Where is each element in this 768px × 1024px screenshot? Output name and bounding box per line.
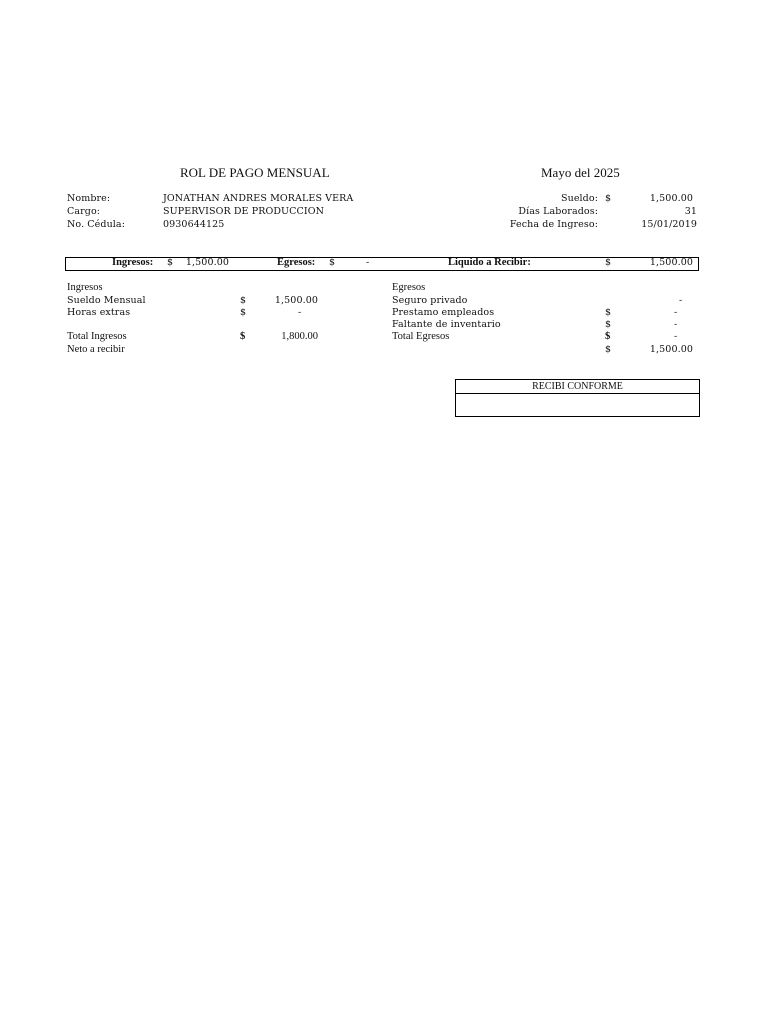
ingreso-label: Sueldo Mensual <box>67 295 146 306</box>
egreso-label: Seguro privado <box>392 295 468 306</box>
pay-period: Mayo del 2025 <box>541 165 620 180</box>
ingreso-currency: $ <box>240 307 247 318</box>
neto-label: Neto a recibir <box>67 344 125 355</box>
ingreso-value: - <box>298 307 302 318</box>
neto-currency: $ <box>605 344 612 355</box>
dias-label: Días Laborados: <box>518 206 598 217</box>
summary-liquido-label: Liquido a Recibir: <box>448 257 531 268</box>
egreso-value: - <box>679 295 683 306</box>
cedula-label: No. Cédula: <box>67 219 125 230</box>
signature-box <box>455 379 700 417</box>
ingreso-label: Horas extras <box>67 307 131 318</box>
employee-cargo: SUPERVISOR DE PRODUCCION <box>163 206 325 217</box>
total-ingresos-currency: $ <box>240 331 246 342</box>
egreso-currency: $ <box>605 319 612 330</box>
total-ingresos-value: 1,800.00 <box>281 331 318 342</box>
summary-egresos-value: - <box>366 257 370 268</box>
egreso-label: Prestamo empleados <box>392 307 495 318</box>
egreso-value: - <box>674 319 678 330</box>
document-title: ROL DE PAGO MENSUAL <box>180 165 330 180</box>
summary-ingresos-value: 1,500.00 <box>185 257 229 268</box>
egreso-value: - <box>674 307 678 318</box>
egreso-label: Faltante de inventario <box>392 319 501 330</box>
sueldo-value: 1,500.00 <box>649 193 693 204</box>
summary-liquido-value: 1,500.00 <box>649 257 693 268</box>
cargo-label: Cargo: <box>67 206 101 217</box>
summary-liquido-currency: $ <box>605 257 612 268</box>
sueldo-currency: $ <box>605 193 612 204</box>
dias-value: 31 <box>684 206 697 217</box>
name-label: Nombre: <box>67 193 111 204</box>
sueldo-label: Sueldo: <box>561 193 598 204</box>
summary-egresos-label: Egresos: <box>277 257 316 268</box>
neto-value: 1,500.00 <box>649 344 693 355</box>
total-egresos-label: Total Egresos <box>392 331 450 342</box>
ingreso-value: 1,500.00 <box>274 295 318 306</box>
ingresos-heading: Ingresos <box>67 282 103 293</box>
summary-ingresos-currency: $ <box>167 257 174 268</box>
egresos-heading: Egresos <box>392 282 426 293</box>
total-ingresos-label: Total Ingresos <box>67 331 127 342</box>
summary-ingresos-label: Ingresos: <box>112 257 154 268</box>
fecha-value: 15/01/2019 <box>641 219 697 230</box>
fecha-label: Fecha de Ingreso: <box>509 219 598 230</box>
ingreso-currency: $ <box>240 295 247 306</box>
employee-cedula: 0930644125 <box>163 219 225 230</box>
summary-egresos-currency: $ <box>329 257 336 268</box>
employee-name: JONATHAN ANDRES MORALES VERA <box>163 193 354 204</box>
total-egresos-currency: $ <box>605 331 611 342</box>
summary-box <box>65 257 699 271</box>
egreso-currency: $ <box>605 307 612 318</box>
total-egresos-value: - <box>674 331 678 342</box>
signature-label: RECIBI CONFORME <box>456 380 699 394</box>
